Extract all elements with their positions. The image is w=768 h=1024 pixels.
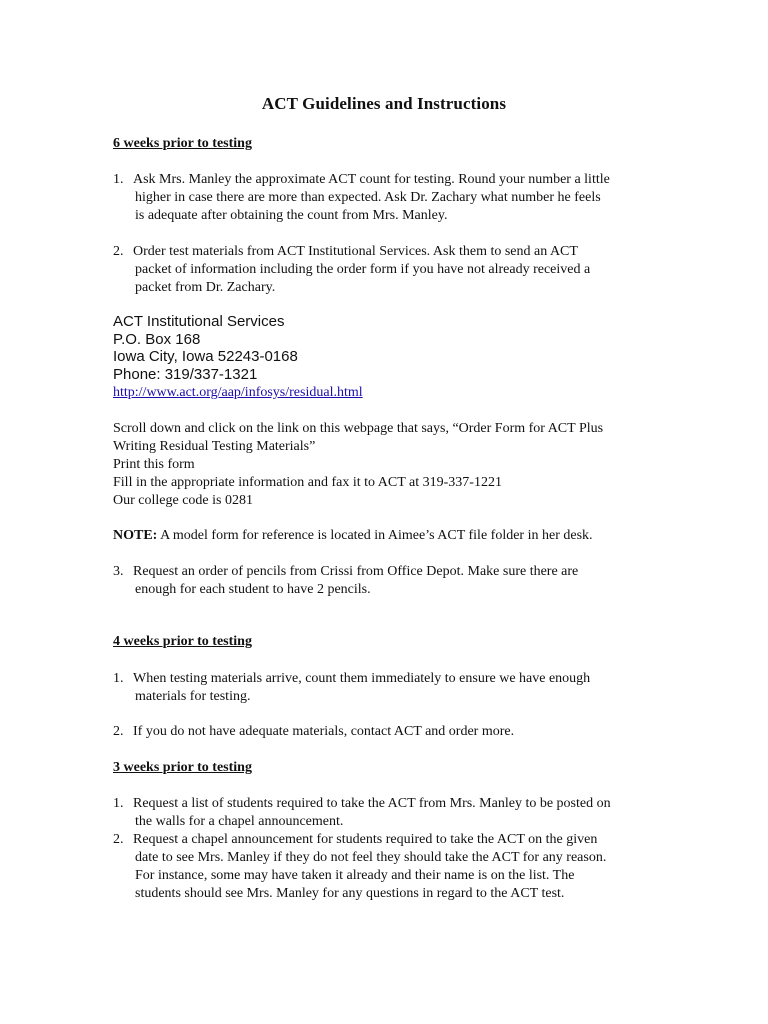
item-text: Ask Mrs. Manley the approximate ACT count for testing. Round your number a little <box>133 172 610 187</box>
list-item-6w-2 <box>113 243 673 297</box>
item-number: 2. <box>113 724 124 739</box>
item-text: Request a chapel announcement for students required to take the ACT on the given <box>133 832 598 847</box>
residual-link[interactable]: http://www.act.org/aap/infosys/residual.html <box>113 385 363 400</box>
address-city: Iowa City, Iowa 52243-0168 <box>113 348 298 365</box>
instruction-line: Fill in the appropriate information and fax it to ACT at 319-337-1221 <box>113 475 502 490</box>
list-item-3w-2 <box>113 831 673 903</box>
address-block <box>113 313 298 383</box>
item-number: 2. <box>113 244 124 259</box>
list-item-4w-2 <box>113 723 673 741</box>
item-text: Request a list of students required to take the ACT from Mrs. Manley to be posted on <box>133 796 611 811</box>
list-item-3w-1 <box>113 795 673 831</box>
item-number: 1. <box>113 172 124 187</box>
item-number: 3. <box>113 564 124 579</box>
item-text: When testing materials arrive, count them immediately to ensure we have enough <box>133 671 591 686</box>
item-text: Request an order of pencils from Crissi from Office Depot. Make sure there are <box>133 564 579 579</box>
item-text: packet of information including the order form if you have not already received a <box>135 262 591 277</box>
item-number: 1. <box>113 796 124 811</box>
section-heading-4-weeks: 4 weeks prior to testing <box>113 634 252 649</box>
item-text: For instance, some may have taken it already and their name is on the list. The <box>135 868 575 883</box>
note-paragraph <box>113 527 593 545</box>
item-text: is adequate after obtaining the count from Mrs. Manley. <box>135 208 448 223</box>
address-box: P.O. Box 168 <box>113 330 201 348</box>
item-text: the walls for a chapel announcement. <box>135 814 344 829</box>
address-phone: Phone: 319/337-1321 <box>113 365 258 383</box>
item-number: 1. <box>113 671 124 686</box>
item-text: higher in case there are more than expected. Ask Dr. Zachary what number he feels <box>135 190 601 205</box>
item-text: materials for testing. <box>135 689 251 704</box>
item-text: packet from Dr. Zachary. <box>135 280 276 295</box>
address-name: ACT Institutional Services <box>113 313 285 330</box>
note-text: A model form for reference is located in Aimee’s ACT file folder in her desk. <box>157 528 593 543</box>
note-label: NOTE: <box>113 528 158 543</box>
instruction-line: Writing Residual Testing Materials” <box>113 439 316 454</box>
section-heading-6-weeks: 6 weeks prior to testing <box>113 136 252 151</box>
section-heading-3-weeks: 3 weeks prior to testing <box>113 760 252 775</box>
item-text: If you do not have adequate materials, contact ACT and order more. <box>133 724 515 739</box>
item-text: Order test materials from ACT Institutional Services. Ask them to send an ACT <box>133 244 578 259</box>
list-item-6w-1 <box>113 171 673 225</box>
instruction-line: Print this form <box>113 457 195 472</box>
scroll-instructions <box>113 420 673 510</box>
item-text: enough for each student to have 2 pencils. <box>135 582 371 597</box>
instruction-line: Scroll down and click on the link on this webpage that says, “Order Form for ACT Plus <box>113 421 604 436</box>
item-text: students should see Mrs. Manley for any questions in regard to the ACT test. <box>135 886 565 901</box>
document-title: ACT Guidelines and Instructions <box>261 94 507 113</box>
item-number: 2. <box>113 832 124 847</box>
list-item-6w-3 <box>113 563 673 599</box>
item-text: date to see Mrs. Manley if they do not feel they should take the ACT for any reason. <box>135 850 607 865</box>
instruction-line: Our college code is 0281 <box>113 493 253 508</box>
list-item-4w-1 <box>113 670 673 706</box>
